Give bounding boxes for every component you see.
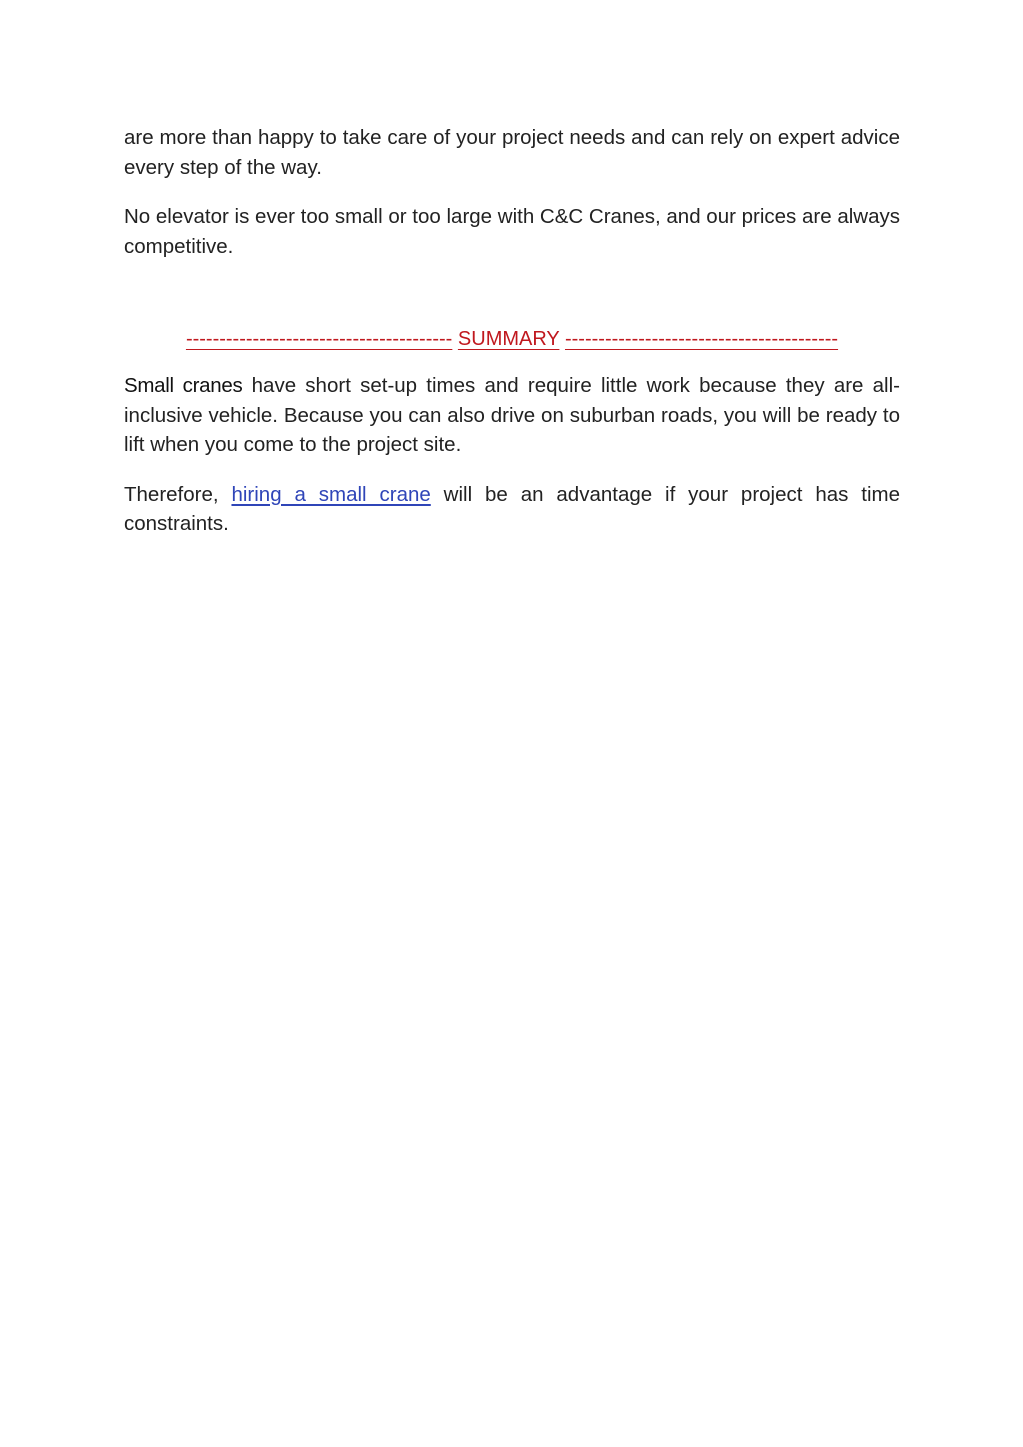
paragraph-expert-advice-text: are more than happy to take care of your project needs and can rely on expert advice every step of the way.	[124, 126, 900, 179]
paragraph-therefore	[124, 480, 900, 539]
paragraph-prices-text: No elevator is ever too small or too large with C&C Cranes, and our prices are always competitive.	[124, 205, 900, 258]
summary-heading-right-dashes: -----------------------------------------	[564, 328, 839, 350]
paragraph-expert-advice	[124, 123, 900, 182]
therefore-text-after: will be an advantage if your project has time constraints.	[124, 482, 900, 535]
therefore-text-before: Therefore,	[124, 482, 219, 506]
hiring-small-crane-link[interactable]: hiring a small crane	[231, 482, 431, 506]
small-cranes-lead: Small cranes	[124, 374, 243, 397]
paragraph-prices	[124, 202, 900, 261]
summary-heading-left-dashes: ----------------------------------------	[185, 328, 453, 350]
summary-heading	[124, 325, 900, 354]
document-body	[124, 123, 900, 559]
small-cranes-text: have short set-up times and require little work because they are all-inclusive vehicle. Because you can also drive on suburban roads, you will be ready to lift when you come to the project site.	[124, 374, 900, 456]
paragraph-small-cranes	[124, 371, 900, 460]
summary-heading-title: SUMMARY	[457, 328, 560, 350]
